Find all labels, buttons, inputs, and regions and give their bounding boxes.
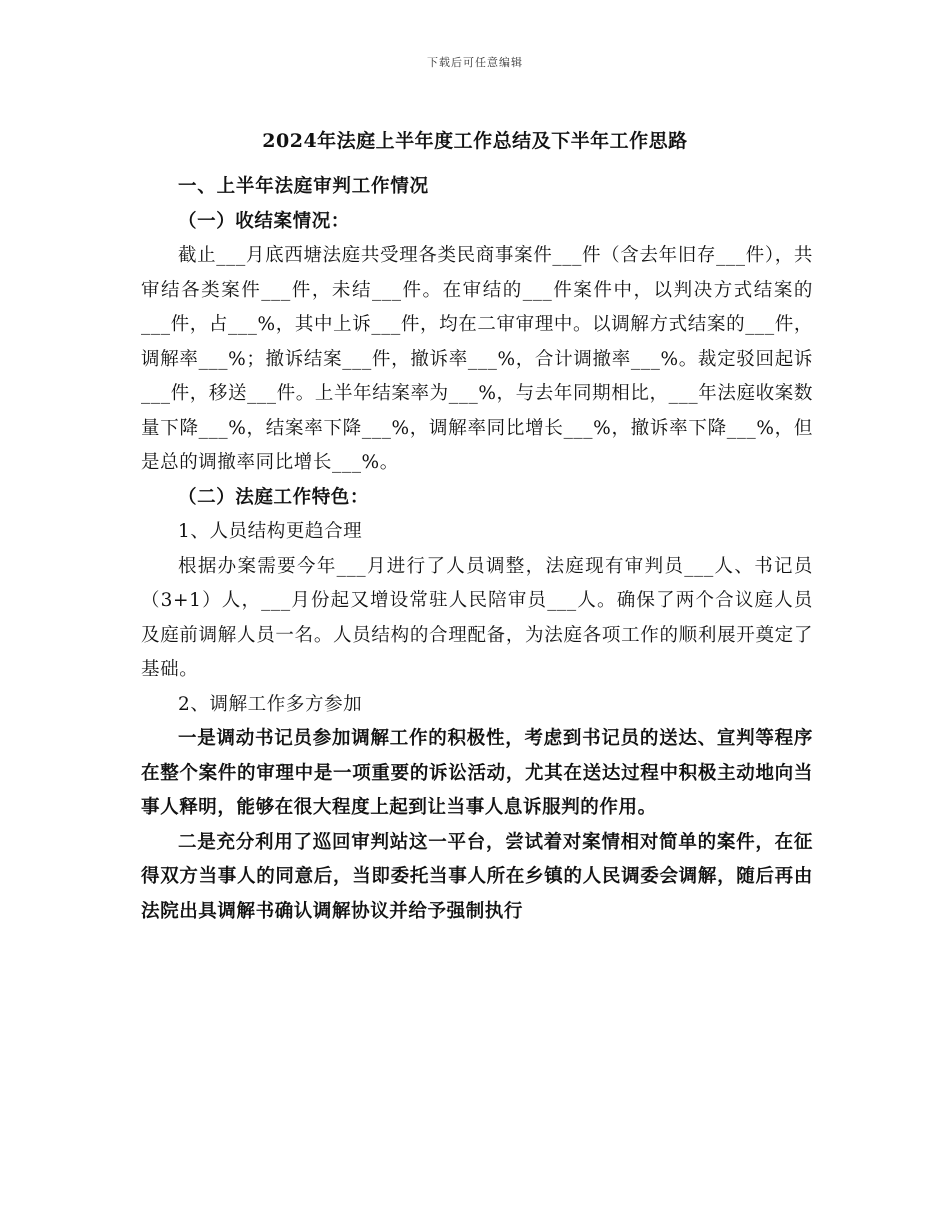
document-title: 2024年法庭上半年度工作总结及下半年工作思路 xyxy=(262,130,688,152)
header-note: 下载后可任意编辑 xyxy=(427,56,523,69)
paragraph-case-statistics: 截止___月底西塘法庭共受理各类民商事案件___件（含去年旧存___件），共审结各类案件___件，未结___件。在审结的___件案件中，以判决方式结案的___件，占___%，其中上诉___件，均在二审审理中。以调解方式结案的___件，调解率___%；撤诉结案___件，撤诉率___%，合计调撤率___%。裁定驳回起诉___件，移送___件。上半年结案率为___%，与去年同期相比，___年法庭收案数量下降___%，结案率下降___%，调解率同比增长___%，撤诉率下降___%，但是总的调撤率同比增长___%。 xyxy=(141,245,813,473)
paragraph-staff: 根据办案需要今年___月进行了人员调整，法庭现有审判员___人、书记员（3+1）人，___月份起又增设常驻人民陪审员___人。确保了两个合议庭人员及庭前调解人员一名。人员结构的合理配备，为法庭各项工作的顺利展开奠定了基础。 xyxy=(141,555,813,680)
document-body xyxy=(141,170,813,929)
item-heading-mediation: 2、调解工作多方参加 xyxy=(178,693,363,715)
paragraph-mediation-clerks: 一是调动书记员参加调解工作的积极性，考虑到书记员的送达、宣判等程序在整个案件的审理中是一项重要的诉讼活动，尤其在送达过程中积极主动地向当事人释明，能够在很大程度上起到让当事人息诉服判的作用。 xyxy=(141,728,813,818)
section-heading-1: 一、上半年法庭审判工作情况 xyxy=(178,176,429,197)
subsection-heading-features: （二）法庭工作特色： xyxy=(178,486,370,508)
item-heading-staff: 1、人员结构更趋合理 xyxy=(178,521,363,542)
paragraph-mediation-circuit: 二是充分利用了巡回审判站这一平台，尝试着对案情相对简单的案件，在征得双方当事人的同意后，当即委托当事人所在乡镇的人民调委会调解，随后再由法院出具调解书确认调解协议并给予强制执行 xyxy=(141,831,813,922)
subsection-heading-cases: （一）收结案情况： xyxy=(178,210,350,232)
